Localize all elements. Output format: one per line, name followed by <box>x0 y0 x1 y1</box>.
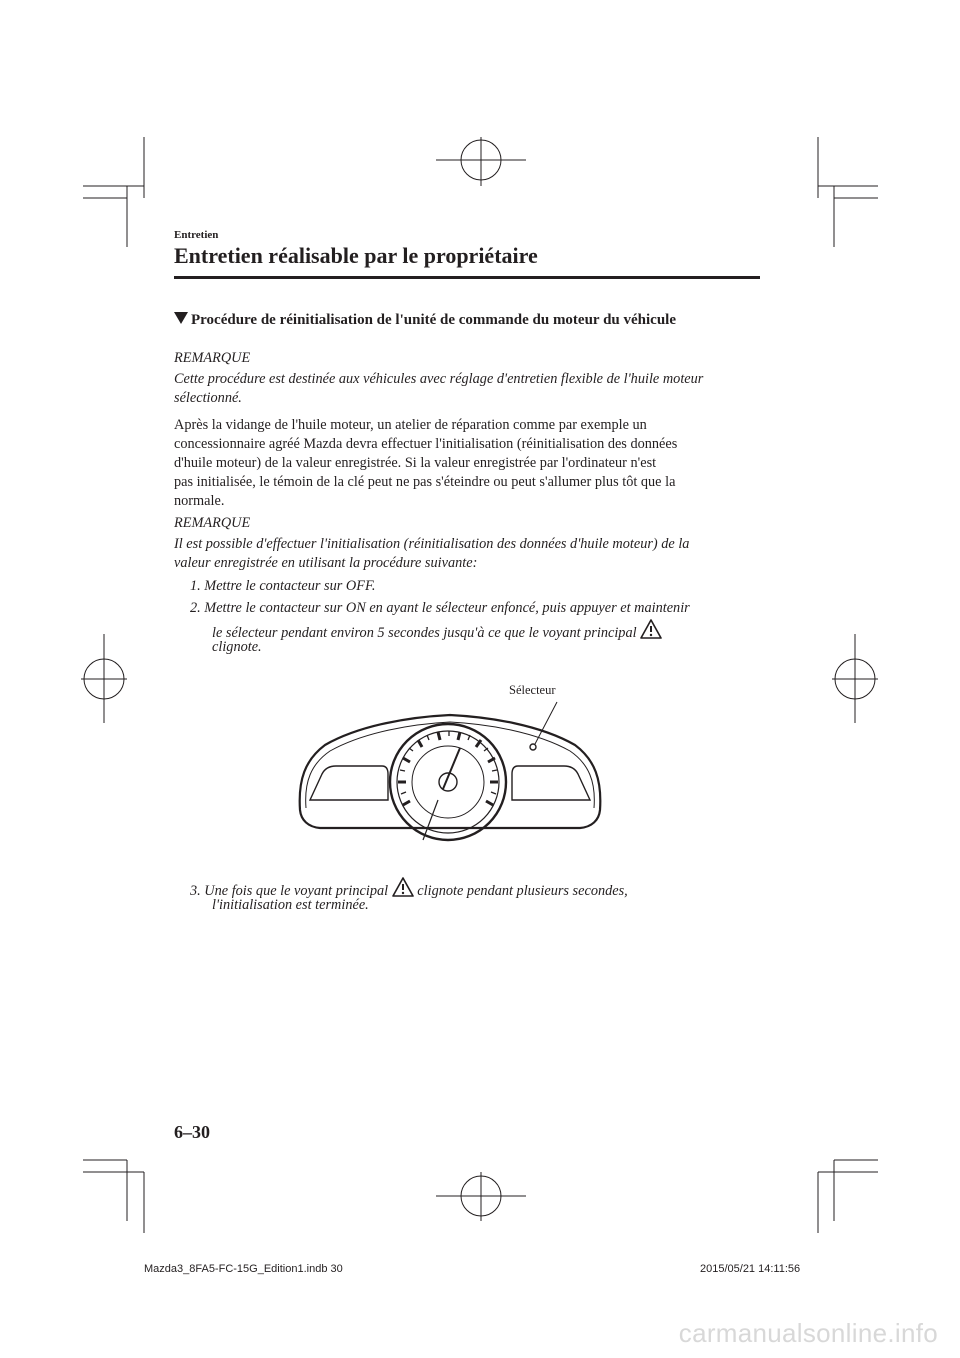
note-text-line: Cette procédure est destinée aux véhicules avec réglage d'entretien flexible de l'huile moteur <box>174 371 704 387</box>
step-2-text: le sélecteur pendant environ 5 secondes jusqu'à ce que le voyant principal <box>212 625 637 641</box>
note-text-line: valeur enregistrée en utilisant la procédure suivante: <box>174 555 478 571</box>
callout-selector-label: Sélecteur <box>509 683 556 697</box>
subheading-text: Procédure de réinitialisation de l'unité de commande du moteur du véhicule <box>191 312 676 328</box>
page-number: 6–30 <box>174 1122 210 1142</box>
step-2-line: clignote. <box>212 639 262 655</box>
master-warning-icon <box>640 619 662 639</box>
instrument-cluster-figure <box>280 690 620 860</box>
note-text-line: Il est possible d'effectuer l'initialisation (réinitialisation des données d'huile moteur) de la <box>174 536 690 552</box>
body-line: concessionnaire agréé Mazda devra effectuer l'initialisation (réinitialisation des données <box>174 436 678 452</box>
step-3-text: clignote pendant plusieurs secondes, <box>417 883 628 899</box>
step-3-line: l'initialisation est terminée. <box>212 897 369 913</box>
body-line: pas initialisée, le témoin de la clé peut ne pas s'éteindre ou peut s'allumer plus tôt que la <box>174 474 676 490</box>
subheading <box>174 312 676 329</box>
title-rule <box>174 276 760 279</box>
page-title: Entretien réalisable par le propriétaire <box>174 243 538 268</box>
step-2-line <box>212 619 662 643</box>
section-label: Entretien <box>174 229 219 241</box>
step-3-text: 3. Une fois que le voyant principal <box>190 883 389 899</box>
step-2-line: 2. Mettre le contacteur sur ON en ayant le sélecteur enfoncé, puis appuyer et maintenir <box>190 600 690 616</box>
step-1: 1. Mettre le contacteur sur OFF. <box>190 578 376 594</box>
body-line: Après la vidange de l'huile moteur, un atelier de réparation comme par exemple un <box>174 417 647 433</box>
watermark: carmanualsonline.info <box>678 1318 938 1348</box>
footer-file-info: Mazda3_8FA5-FC-15G_Edition1.indb 30 <box>144 1263 343 1275</box>
footer-timestamp: 2015/05/21 14:11:56 <box>700 1263 801 1275</box>
body-line: normale. <box>174 493 225 509</box>
triangle-bullet-icon <box>174 312 188 324</box>
note-label: REMARQUE <box>174 515 251 531</box>
note-label: REMARQUE <box>174 350 251 366</box>
body-line: d'huile moteur) de la valeur enregistrée. Si la valeur enregistrée par l'ordinateur n'est <box>174 455 657 471</box>
note-text-line: sélectionné. <box>174 390 242 406</box>
master-warning-icon <box>392 877 414 897</box>
